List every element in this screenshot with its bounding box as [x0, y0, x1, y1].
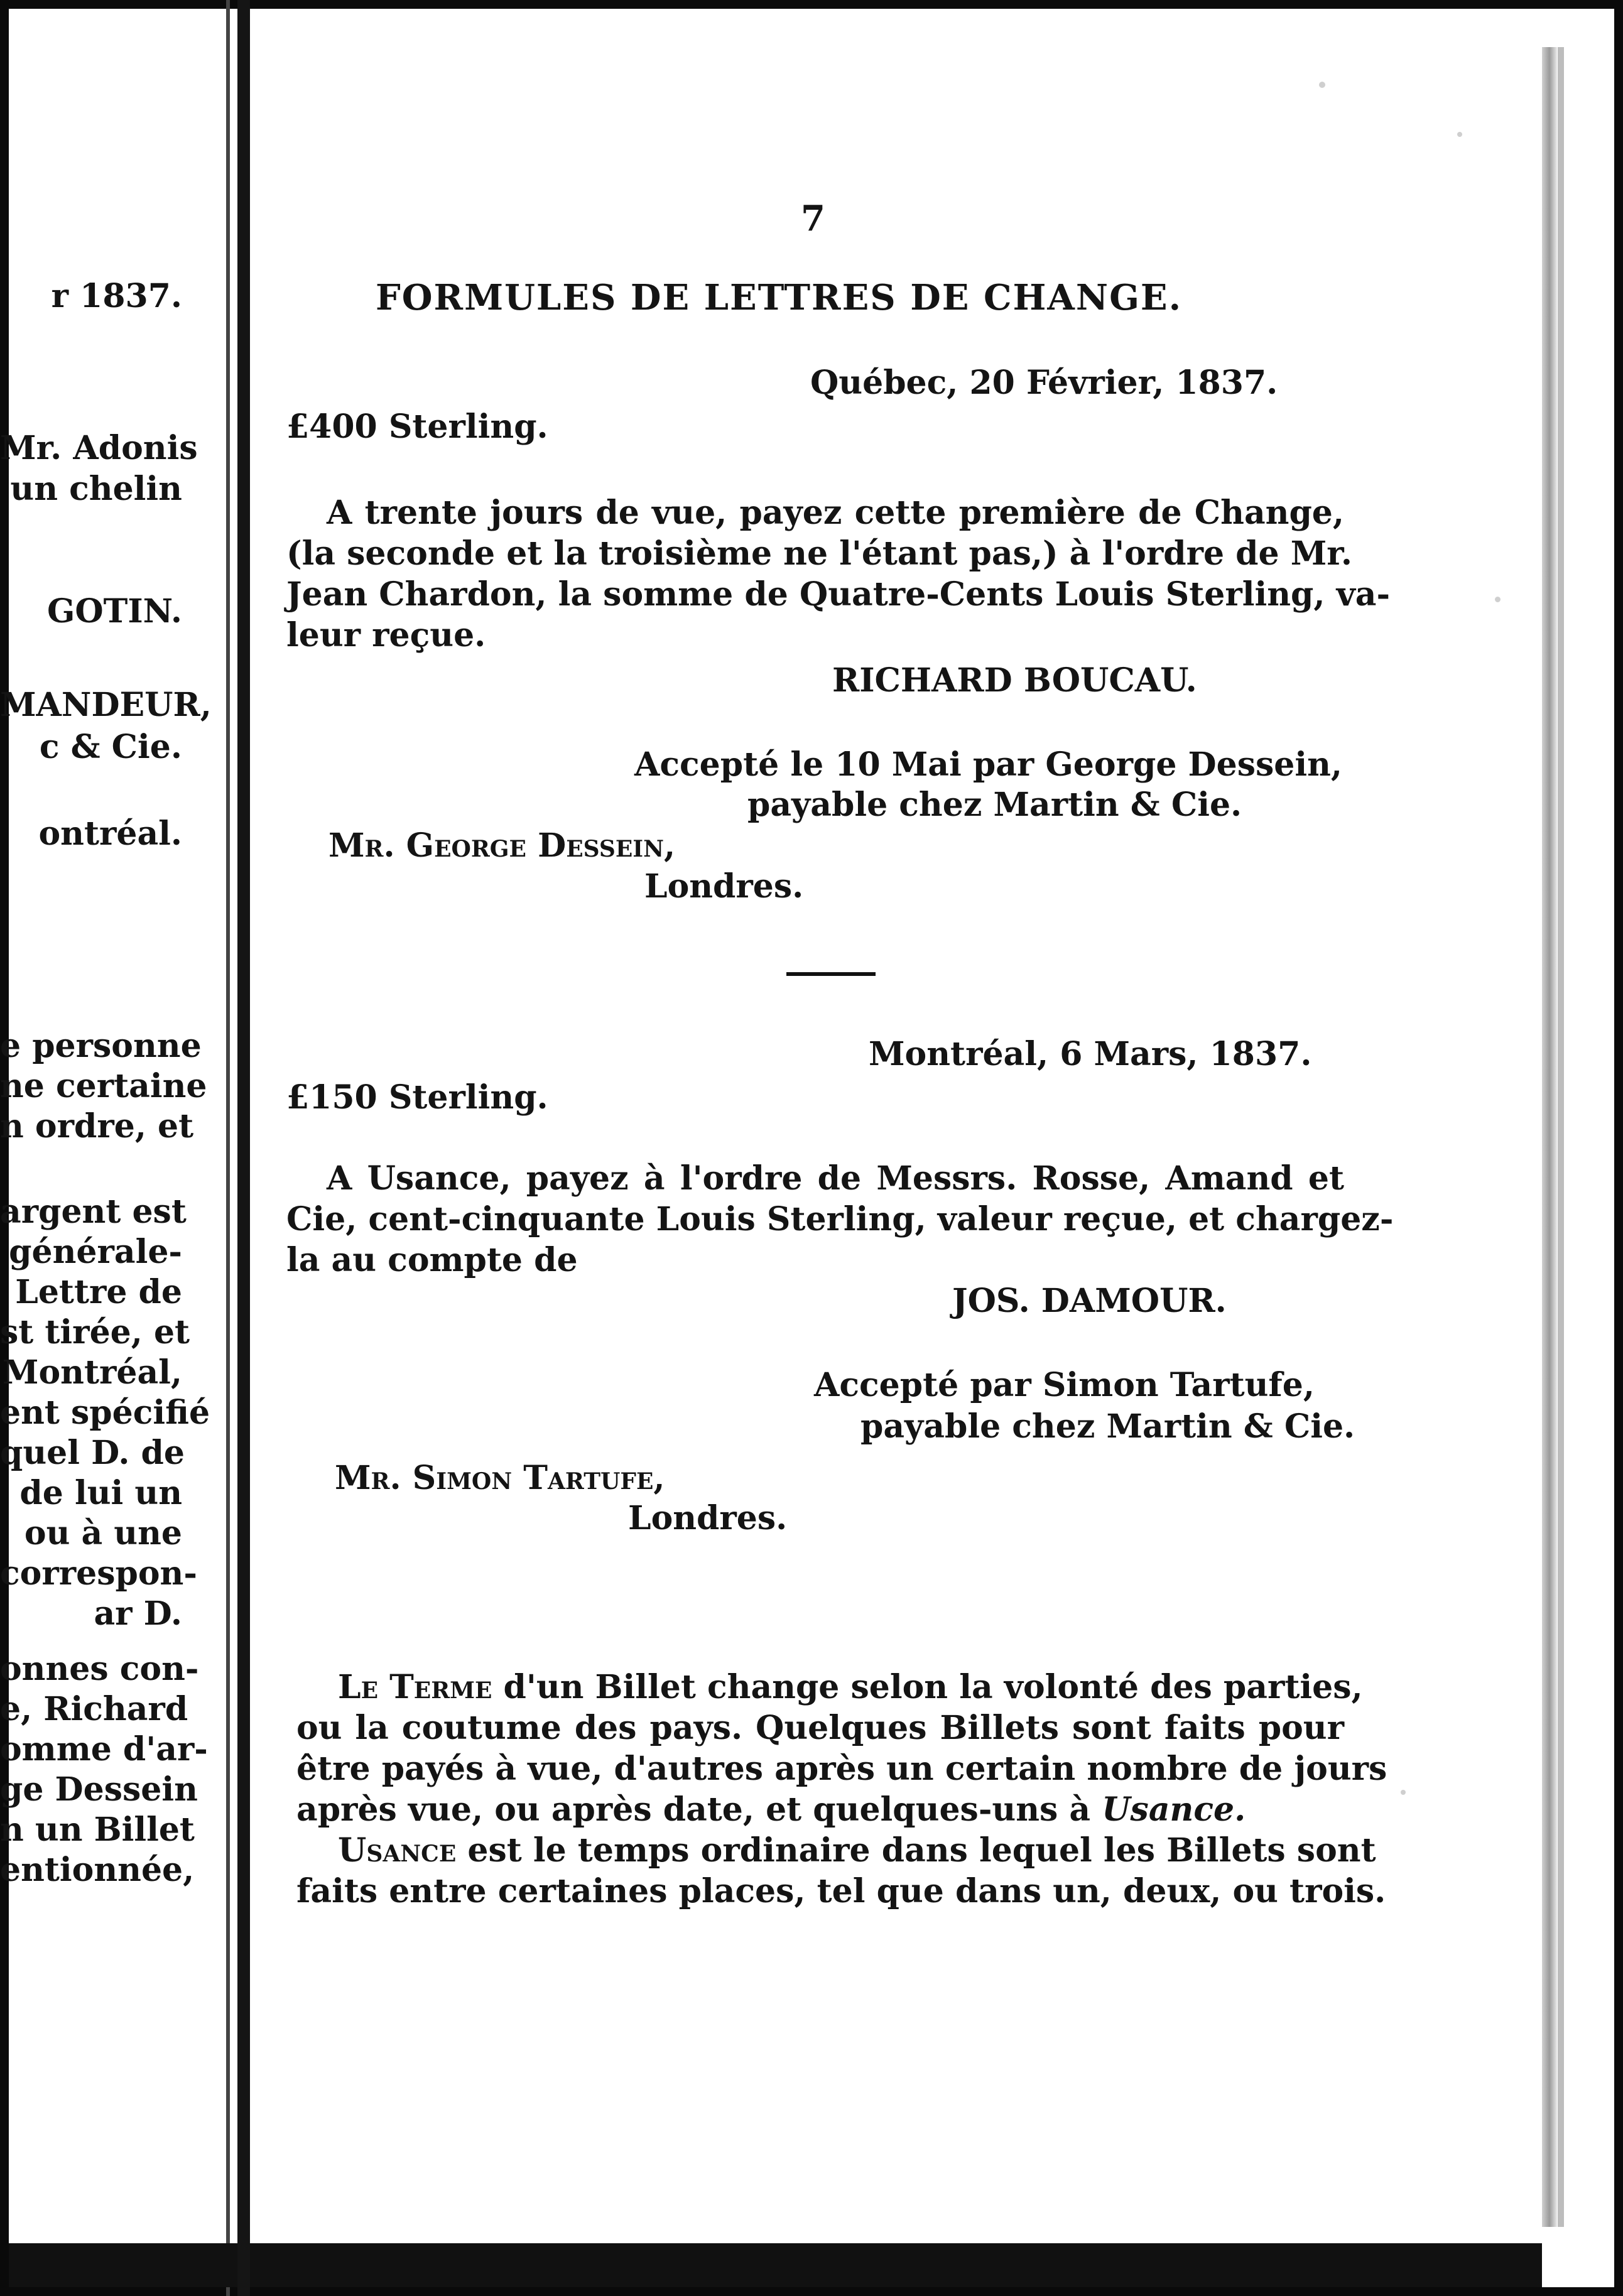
bill-addressee: Mr. Simon Tartufe,	[335, 1459, 665, 1497]
bottom-shadow	[250, 2243, 1542, 2287]
left-fragment: onnes con-	[0, 1650, 199, 1688]
left-fragment: quel D. de	[0, 1434, 185, 1472]
scan-speck	[1495, 597, 1501, 602]
left-fragment: n ordre, et	[0, 1107, 194, 1145]
left-fragment: Montréal,	[2, 1353, 182, 1392]
left-fragment: ou à une	[24, 1514, 182, 1552]
bill-text-line: Jean Chardon, la somme de Quatre-Cents Louis Sterling, va-	[286, 575, 1391, 614]
bill-text-line: A Usance, payez à l'ordre de Messrs. Rosse, Amand et	[327, 1159, 1344, 1198]
scan-speck	[1457, 132, 1462, 137]
left-fragment: e personne	[0, 1027, 202, 1065]
bill-text-line: (la seconde et la troisième ne l'étant pas,) à l'ordre de Mr.	[286, 534, 1353, 573]
left-fragment: n un Billet	[0, 1811, 195, 1849]
note-text: après vue, ou après date, et quelques-uns à	[296, 1790, 1102, 1829]
page-edge	[1542, 47, 1557, 2227]
left-fragment: r 1837.	[51, 277, 182, 315]
bill-date: Québec, 20 Février, 1837.	[810, 364, 1278, 402]
bill-addressee: Mr. George Dessein,	[328, 826, 676, 865]
left-fragment: argent est	[0, 1193, 187, 1231]
bill-text-line: Cie, cent-cinquante Louis Sterling, valeur reçue, et chargez-	[286, 1200, 1394, 1238]
scan-speck	[1319, 82, 1325, 88]
left-fragment: st tirée, et	[0, 1313, 190, 1351]
left-fragment: e, Richard	[0, 1690, 188, 1728]
bill-amount: £400 Sterling.	[286, 408, 548, 446]
bill-city: Londres.	[628, 1499, 788, 1537]
bill-date: Montréal, 6 Mars, 1837.	[869, 1035, 1312, 1073]
left-fragment: Lettre de	[15, 1273, 182, 1311]
bill-amount: £150 Sterling.	[286, 1078, 548, 1117]
bill-acceptance: payable chez Martin & Cie.	[860, 1407, 1355, 1446]
note-terme-line: ou la coutume des pays. Quelques Billets sont faits pour	[296, 1709, 1344, 1747]
bill-acceptance: Accepté par Simon Tartufe,	[814, 1366, 1315, 1404]
term-label: Le Terme	[338, 1668, 492, 1706]
note-terme-line	[296, 1790, 1246, 1830]
note-text: d'un Billet change selon la volonté des parties,	[492, 1668, 1363, 1706]
left-fragment: omme d'ar-	[0, 1730, 208, 1768]
bottom-left-shadow	[9, 2243, 237, 2287]
bill-signature: RICHARD BOUCAU.	[832, 661, 1197, 700]
page-edge-shadow	[1558, 47, 1564, 2227]
note-usance-line: faits entre certaines places, tel que dans un, deux, ou trois.	[296, 1872, 1386, 1910]
note-usance-line	[338, 1831, 1376, 1871]
bill-text-line: A trente jours de vue, payez cette première de Change,	[327, 494, 1344, 532]
left-fragment: ge Dessein	[0, 1770, 198, 1809]
left-fragment: de lui un	[19, 1474, 182, 1512]
left-fragment: c & Cie.	[39, 728, 182, 766]
page-number: 7	[801, 198, 825, 239]
bill-text-line: la au compte de	[286, 1241, 578, 1279]
left-fragment: ent spécifié	[0, 1394, 210, 1432]
left-fragment: MANDEUR,	[0, 686, 212, 724]
left-fragment: entionnée,	[0, 1851, 195, 1889]
bill-city: Londres.	[644, 867, 804, 906]
scan-speck	[1401, 1790, 1406, 1795]
note-text: est le temps ordinaire dans lequel les Billets sont	[456, 1831, 1376, 1870]
left-fragment: GOTIN.	[46, 592, 182, 631]
left-fragment: un chelin	[10, 470, 182, 508]
left-fragment: ar D.	[94, 1595, 182, 1633]
page-heading: FORMULES DE LETTRES DE CHANGE.	[376, 277, 1183, 318]
left-fragment: correspon-	[0, 1554, 197, 1593]
bill-signature: JOS. DAMOUR.	[952, 1282, 1227, 1320]
note-terme-line: être payés à vue, d'autres après un certain nombre de jours	[296, 1750, 1387, 1788]
usance-label: Usance	[338, 1831, 457, 1870]
section-divider	[786, 972, 876, 976]
left-fragment: ontréal.	[38, 815, 182, 853]
note-terme-line	[338, 1667, 1363, 1708]
usance-italic: Usance.	[1102, 1790, 1246, 1829]
bill-text-line: leur reçue.	[286, 616, 486, 654]
left-fragment: générale-	[9, 1233, 182, 1271]
bill-acceptance: Accepté le 10 Mai par George Dessein,	[634, 745, 1342, 784]
book-gutter	[237, 0, 250, 2296]
left-fragment: ne certaine	[0, 1067, 207, 1105]
gutter-edge	[226, 0, 230, 2296]
left-fragment: Mr. Adonis	[0, 429, 198, 467]
bill-acceptance: payable chez Martin & Cie.	[747, 786, 1242, 824]
